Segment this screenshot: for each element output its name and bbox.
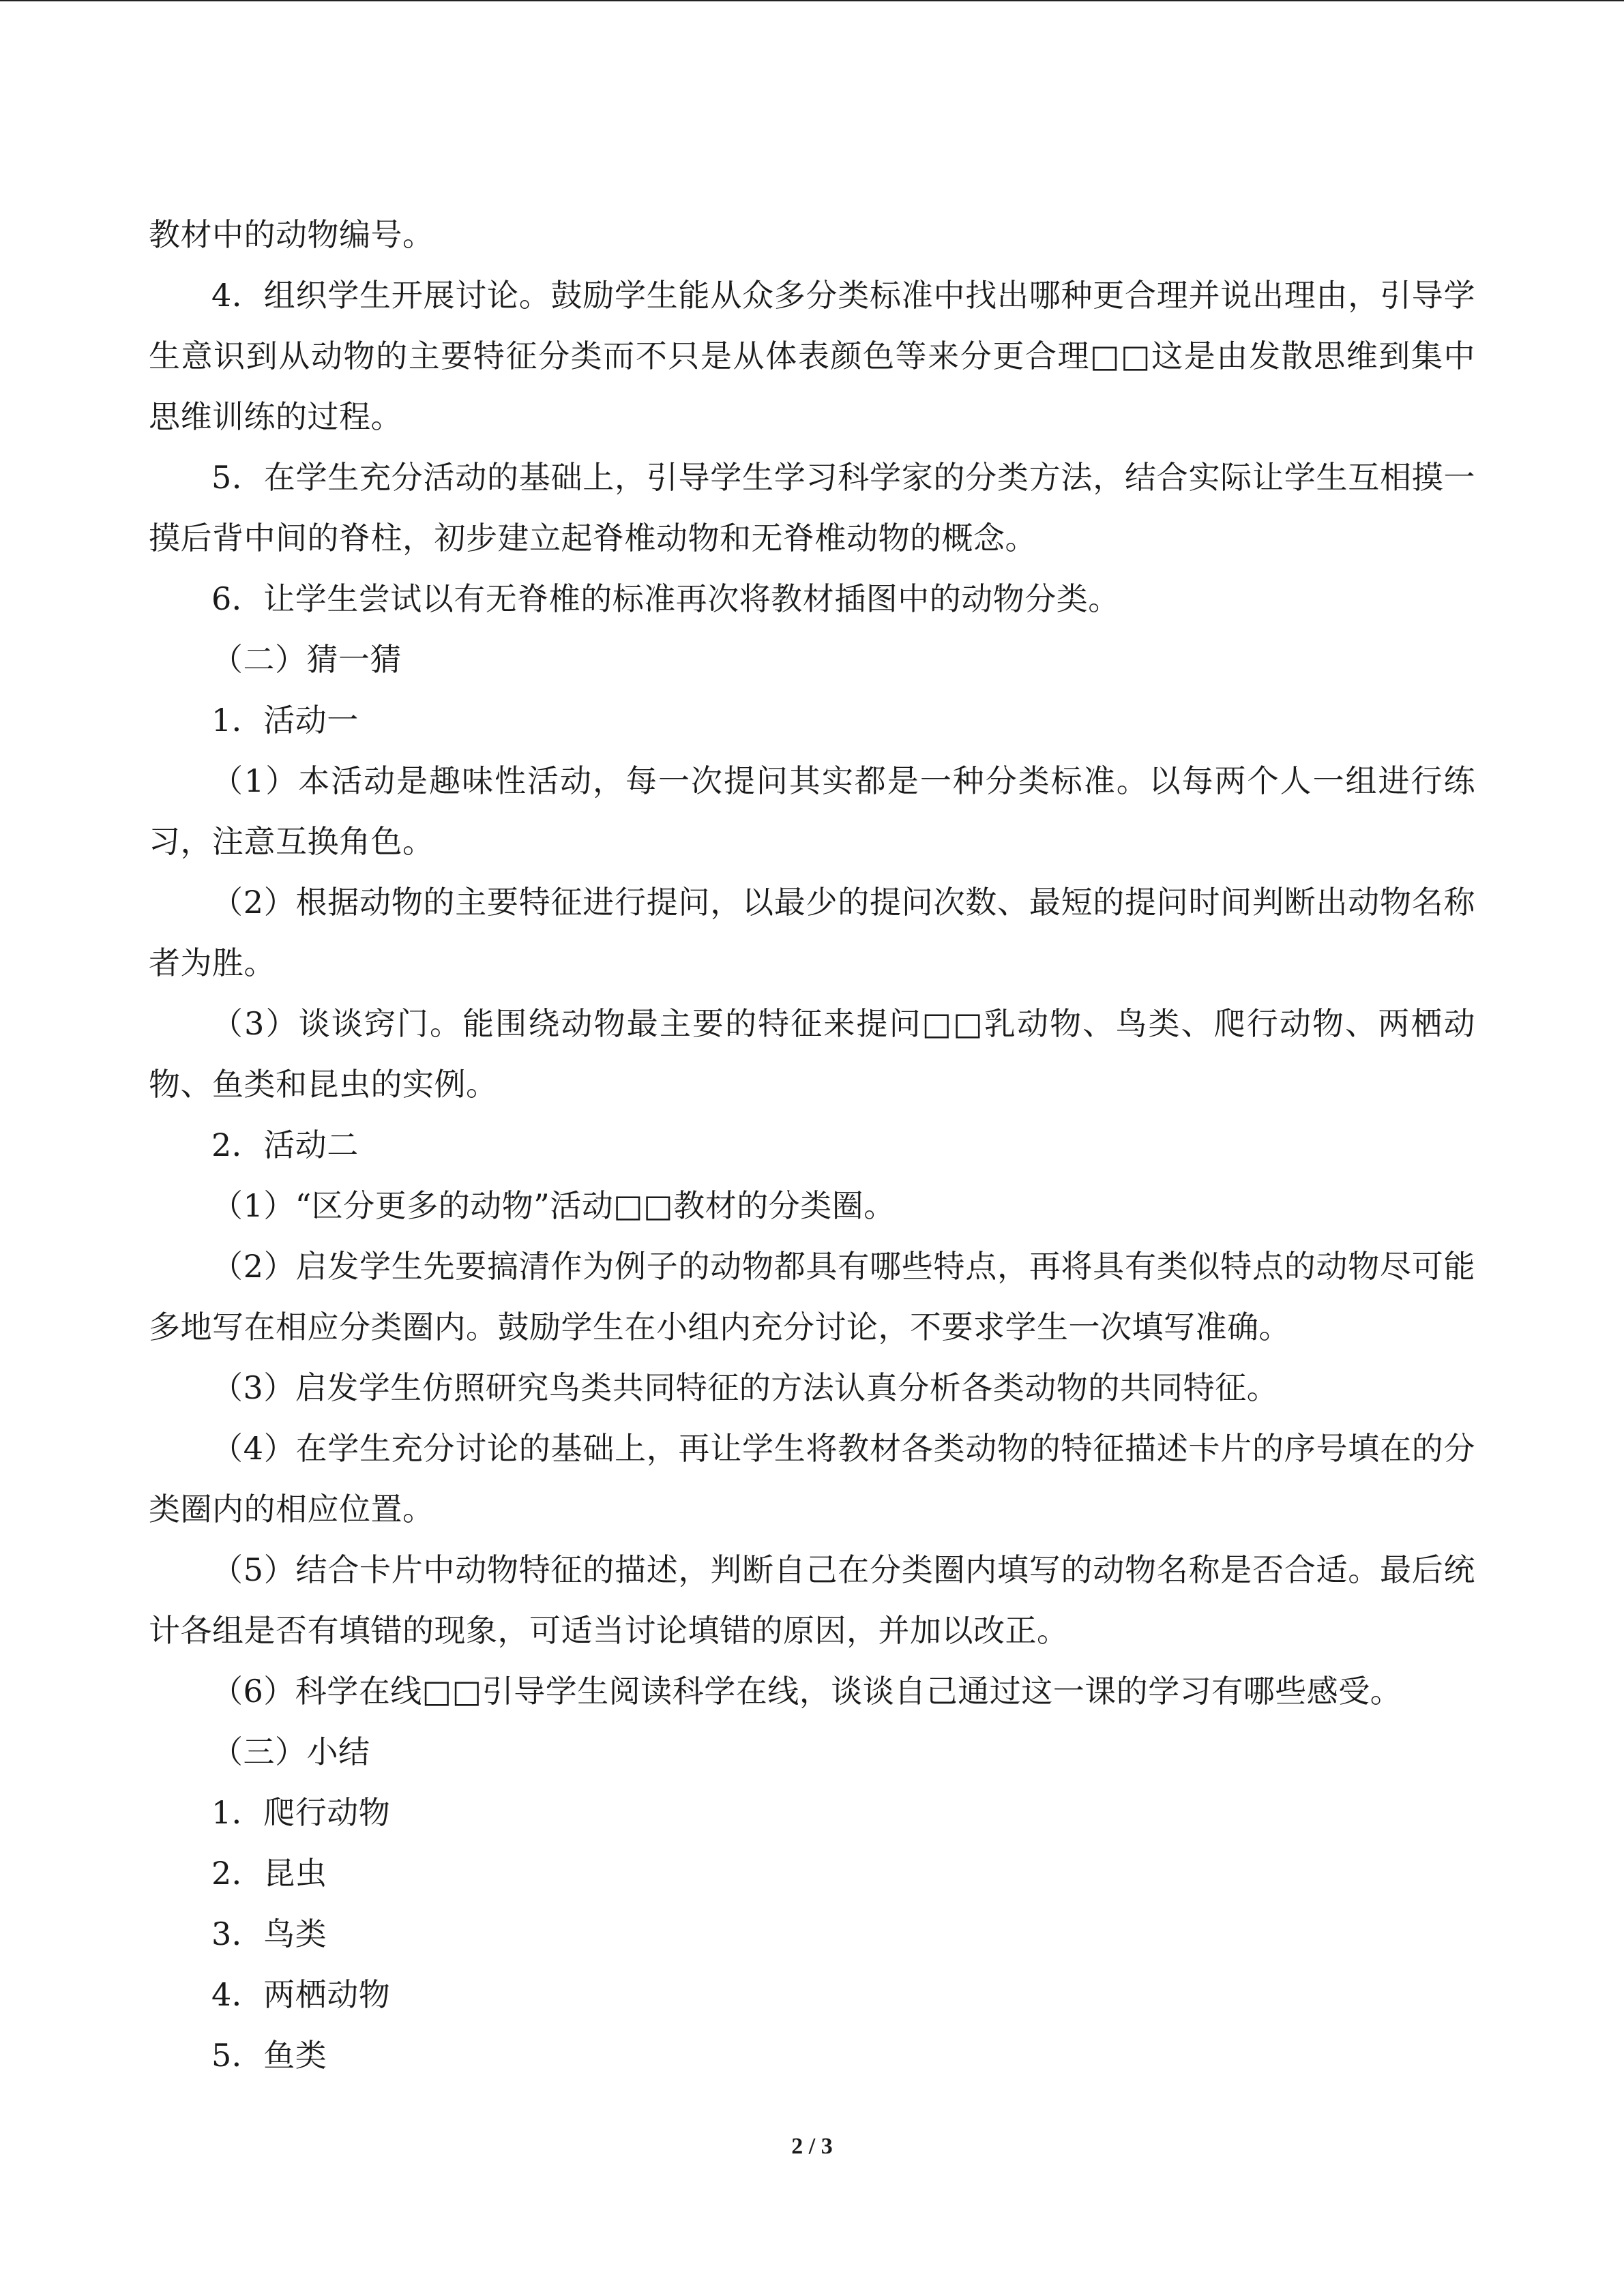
page-number: 2 / 3 <box>791 2134 833 2159</box>
paragraph-continuation: 教材中的动物编号。 <box>149 216 434 253</box>
activity-one-item-3: （3）谈谈窍门。能围绕动物最主要的特征来提问□□乳动物、鸟类、爬行动物、两栖动物、鱼类和昆虫的实例。 <box>149 1005 1475 1103</box>
activity-two-item-3: （3）启发学生仿照研究鸟类共同特征的方法认真分析各类动物的共同特征。 <box>211 1369 1279 1406</box>
activity-two-item-5: （5）结合卡片中动物特征的描述，判断自己在分类圈内填写的动物名称是否合适。最后统计各组是否有填错的现象，可适当讨论填错的原因，并加以改正。 <box>149 1551 1475 1649</box>
document-body <box>149 205 1475 2086</box>
section-heading-summary: （三）小结 <box>211 1733 370 1770</box>
activity-two-item-2: （2）启发学生先要搞清作为例子的动物都具有哪些特点，再将具有类似特点的动物尽可能多地写在相应分类圈内。鼓励学生在小组内充分讨论，不要求学生一次填写准确。 <box>149 1248 1475 1345</box>
activity-two-item-6: （6）科学在线□□引导学生阅读科学在线，谈谈自己通过这一课的学习有哪些感受。 <box>211 1673 1402 1710</box>
activity-two-item-1: （1）“区分更多的动物”活动□□教材的分类圈。 <box>211 1187 896 1224</box>
section-heading-guess: （二）猜一猜 <box>211 641 402 678</box>
summary-item-4: 4．两栖动物 <box>211 1976 391 2013</box>
activity-one-heading: 1．活动一 <box>211 702 359 739</box>
activity-one-item-2: （2）根据动物的主要特征进行提问，以最少的提问次数、最短的提问时间判断出动物名称者为胜。 <box>149 884 1475 981</box>
top-border-line <box>0 0 1624 1</box>
activity-two-heading: 2．活动二 <box>211 1127 359 1163</box>
summary-item-3: 3．鸟类 <box>211 1915 327 1952</box>
activity-two-item-4: （4）在学生充分讨论的基础上，再让学生将教材各类动物的特征描述卡片的序号填在的分类圈内的相应位置。 <box>149 1430 1475 1527</box>
paragraph-step-4: 4．组织学生开展讨论。鼓励学生能从众多分类标准中找出哪种更合理并说出理由，引导学生意识到从动物的主要特征分类而不只是从体表颜色等来分更合理□□这是由发散思维到集中思维训练的过程。 <box>149 277 1475 435</box>
paragraph-step-6: 6．让学生尝试以有无脊椎的标准再次将教材插图中的动物分类。 <box>211 580 1120 617</box>
summary-item-5: 5．鱼类 <box>211 2037 327 2074</box>
summary-item-2: 2．昆虫 <box>211 1855 327 1892</box>
paragraph-step-5: 5．在学生充分活动的基础上，引导学生学习科学家的分类方法，结合实际让学生互相摸一摸后背中间的脊柱，初步建立起脊椎动物和无脊椎动物的概念。 <box>149 459 1475 556</box>
summary-item-1: 1．爬行动物 <box>211 1794 391 1831</box>
activity-one-item-1: （1）本活动是趣味性活动，每一次提问其实都是一种分类标准。以每两个人一组进行练习，注意互换角色。 <box>149 762 1475 860</box>
